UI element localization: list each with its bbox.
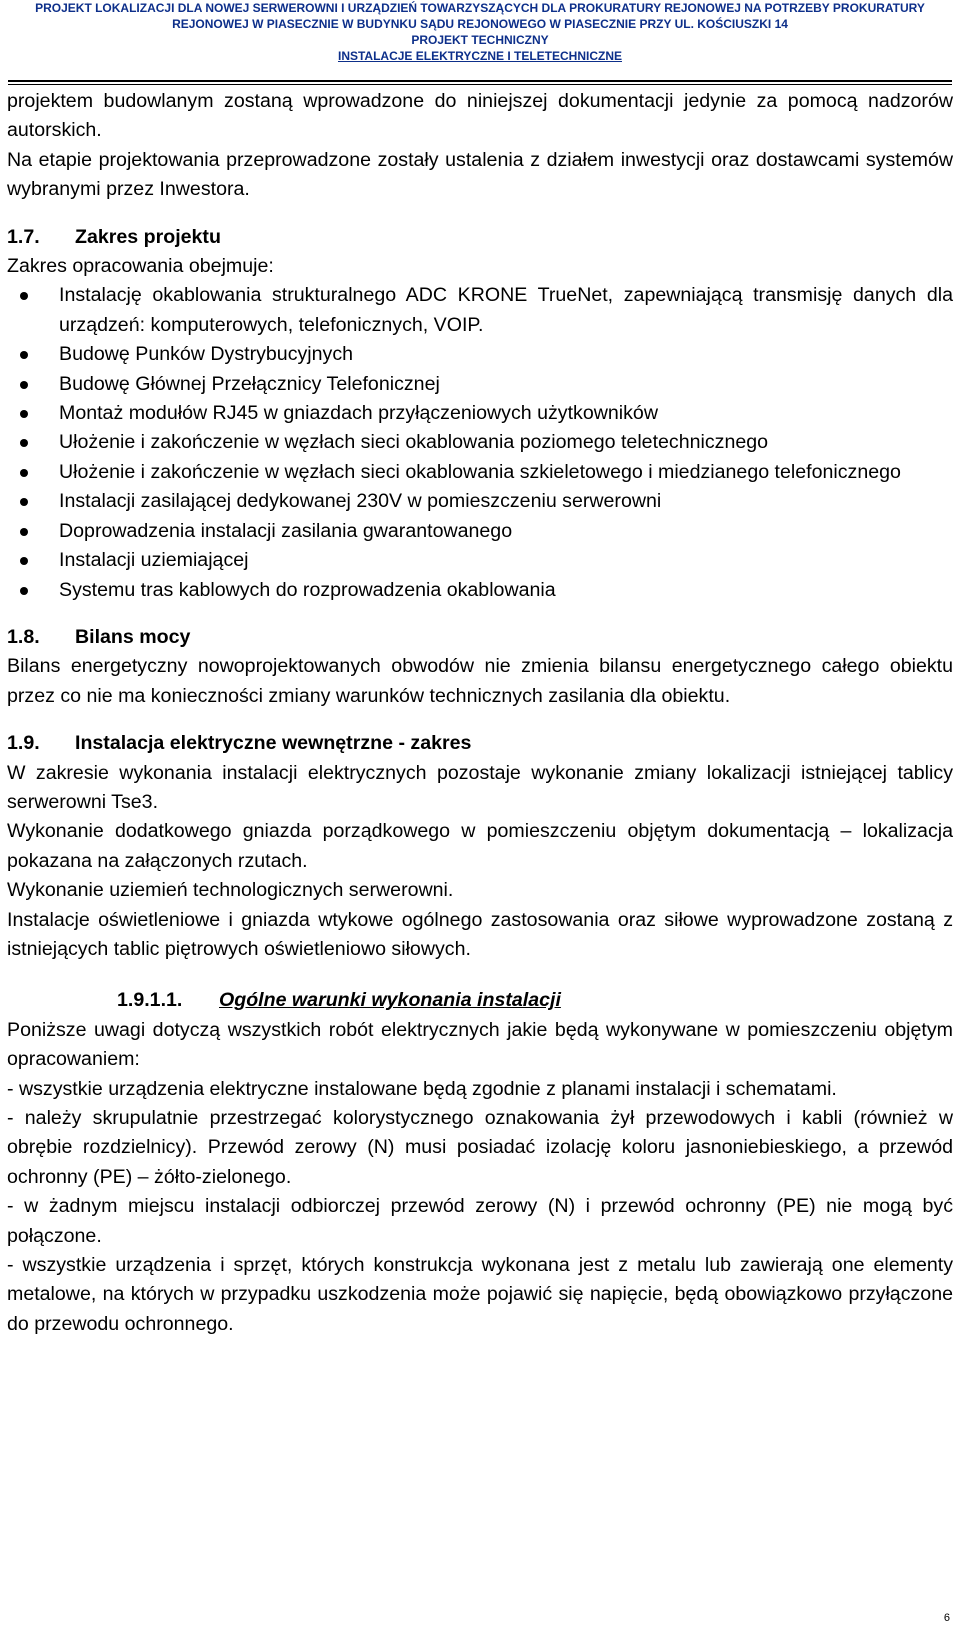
bullet-icon [20, 528, 28, 536]
bullet-icon [20, 439, 28, 447]
intro-paragraph-1: projektem budowlanym zostaną wprowadzone do niniejszej dokumentacji jedynie za pomocą nadzorów autorskich. [7, 90, 953, 142]
scope-paragraph-4: Instalacje oświetleniowe i gniazda wtykowe ogólnego zastosowania oraz siłowe wyprowadzone zostaną z istniejących tablic piętrowych oświetleniowo siłowych. [7, 908, 953, 960]
section-title: Zakres projektu [75, 225, 221, 248]
scope-paragraph-3: Wykonanie uziemień technologicznych serwerowni. [7, 879, 454, 902]
header-line-1: PROJEKT LOKALIZACJI DLA NOWEJ SERWEROWNI I URZĄDZIEŃ TOWARZYSZĄCYCH DLA PROKURATURY REJONOWEJ NA POTRZEBY PROKURATURY [35, 1, 925, 15]
header-line-3: PROJEKT TECHNICZNY [411, 33, 549, 47]
list-item: Ułożenie i zakończenie w węzłach sieci okablowania szkieletowego i miedzianego telefonicznego [7, 458, 953, 487]
list-item: Montaż modułów RJ45 w gniazdach przyłączeniowych użytkowników [7, 399, 953, 428]
section-title: Bilans mocy [75, 625, 191, 648]
conditions-paragraph-4: - w żadnym miejscu instalacji odbiorczej przewód zerowy (N) i przewód ochronny (PE) nie mogą być połączone. [7, 1195, 953, 1247]
list-item: Systemu tras kablowych do rozprowadzenia okablowania [7, 576, 953, 605]
page-number: 6 [943, 1612, 950, 1624]
bullet-icon [20, 351, 28, 359]
section-title: Instalacja elektryczne wewnętrzne - zakres [75, 732, 472, 755]
section-heading-1-7 [7, 223, 953, 252]
power-balance-paragraph: Bilans energetyczny nowoprojektowanych obwodów nie zmienia bilansu energetycznego całego obiektu przez co nie ma konieczności zmiany warunków technicznych zasilania dla obiektu. [7, 655, 953, 707]
section-number: 1.8. [7, 625, 40, 648]
header-line-4: INSTALACJE ELEKTRYCZNE I TELETECHNICZNE [337, 49, 622, 63]
conditions-paragraph-2: - wszystkie urządzenia elektryczne instalowane będą zgodnie z planami instalacji i schematami. [7, 1077, 837, 1100]
subsection-number: 1.9.1.1. [117, 989, 183, 1012]
scope-lead: Zakres opracowania obejmuje: [7, 255, 274, 278]
list-item: Budowę Punków Dystrybucyjnych [7, 340, 953, 369]
list-item: Instalacji zasilającej dedykowanej 230V w pomieszczeniu serwerowni [7, 487, 953, 516]
bullet-icon [20, 498, 28, 506]
header-line-2: REJONOWEJ W PIASECZNIE W BUDYNKU SĄDU REJONOWEGO W PIASECZNIE PRZY UL. KOŚCIUSZKI 14 [172, 17, 788, 31]
bullet-icon [20, 557, 28, 565]
list-item: Instalację okablowania strukturalnego ADC KRONE TrueNet, zapewniającą transmisję danych dla urządzeń: komputerowych, telefonicznych, VOIP. [7, 281, 953, 340]
scope-list [7, 281, 953, 604]
section-number: 1.9. [7, 732, 40, 755]
bullet-icon [20, 469, 28, 477]
page-header [0, 0, 960, 64]
bullet-icon [20, 587, 28, 595]
bullet-icon [20, 410, 28, 418]
list-item: Instalacji uziemiającej [7, 546, 953, 575]
bullet-icon [20, 381, 28, 389]
section-heading-1-8 [7, 623, 953, 652]
scope-paragraph-2: Wykonanie dodatkowego gniazda porządkowego w pomieszczeniu objętym dokumentacją – lokalizacja pokazana na załączonych rzutach. [7, 820, 953, 872]
list-item: Ułożenie i zakończenie w węzłach sieci okablowania poziomego teletechnicznego [7, 428, 953, 457]
document-body [7, 87, 953, 1339]
section-heading-1-9 [7, 729, 953, 758]
header-rule-thin [8, 84, 952, 85]
subsection-title: Ogólne warunki wykonania instalacji [219, 989, 561, 1012]
intro-paragraph-2: Na etapie projektowania przeprowadzone zostały ustalenia z działem inwestycji oraz dostawcami systemów wybranymi przez Inwestora. [7, 148, 953, 201]
bullet-icon [20, 292, 28, 300]
list-item: Doprowadzenia instalacji zasilania gwarantowanego [7, 517, 953, 546]
conditions-paragraph-5: - wszystkie urządzenia i sprzęt, których konstrukcja wykonana jest z metalu lub zawierają one elementy metalowe, na których w przypadku uszkodzenia może pojawić się napięcie, będą obowiązkowo przyłączone do przewodu ochronnego. [7, 1254, 953, 1335]
section-number: 1.7. [7, 225, 40, 248]
subsection-heading-1-9-1-1 [7, 986, 953, 1015]
conditions-paragraph-1: Poniższe uwagi dotyczą wszystkich robót elektrycznych jakie będą wykonywane w pomieszczeniu objętym opracowaniem: [7, 1018, 953, 1071]
header-rule [8, 80, 952, 82]
conditions-paragraph-3: - należy skrupulatnie przestrzegać kolorystycznego oznakowania żył przewodowych i kabli (również w obrębie rozdzielnicy). Przewód zerowy (N) musi posiadać izolację koloru jasnoniebieskiego, a przewód ochronny (PE) – żółto-zielonego. [7, 1107, 953, 1188]
list-item: Budowę Głównej Przełącznicy Telefonicznej [7, 370, 953, 399]
scope-paragraph-1: W zakresie wykonania instalacji elektrycznych pozostaje wykonanie zmiany lokalizacji istniejącej tablicy serwerowni Tse3. [7, 761, 953, 813]
